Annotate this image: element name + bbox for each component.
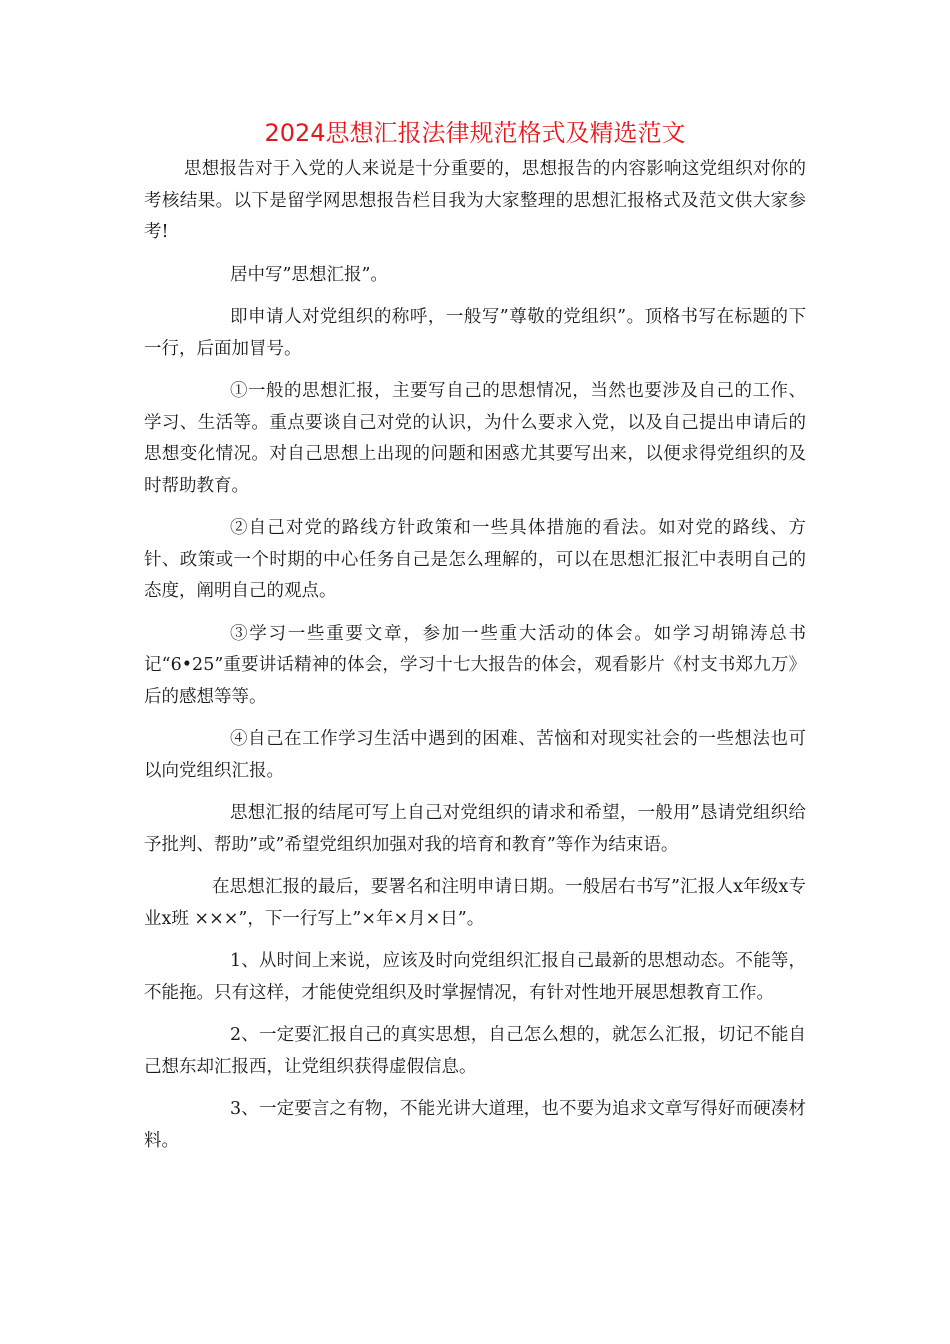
- paragraph-note-1: 1、从时间上来说，应该及时向党组织汇报自己最新的思想动态。不能等，不能拖。只有这样，才能使党组织及时掌握情况，有针对性地开展思想教育工作。: [144, 951, 806, 1003]
- paragraph-intro: 思想报告对于入党的人来说是十分重要的，思想报告的内容影响这党组织对你的考核结果。以下是留学网思想报告栏目我为大家整理的思想汇报格式及范文供大家参考!: [144, 159, 806, 242]
- paragraph-note-2: 2、一定要汇报自己的真实思想，自己怎么想的，就怎么汇报，切记不能自己想东却汇报西，让党组织获得虚假信息。: [144, 1025, 806, 1077]
- paragraph-item-4: ④自己在工作学习生活中遇到的困难、苦恼和对现实社会的一些想法也可以向党组织汇报。: [144, 729, 806, 781]
- paragraph-item-2: ②自己对党的路线方针政策和一些具体措施的看法。如对党的路线、方针、政策或一个时期的中心任务自己是怎么理解的，可以在思想汇报汇中表明自己的态度，阐明自己的观点。: [144, 518, 806, 601]
- document-body: [144, 154, 806, 1157]
- paragraph-salutation: 即申请人对党组织的称呼，一般写”尊敬的党组织”。顶格书写在标题的下一行，后面加冒号。: [144, 307, 806, 359]
- paragraph-item-1: ①一般的思想汇报，主要写自己的思想情况，当然也要涉及自己的工作、学习、生活等。重点要谈自己对党的认识，为什么要求入党，以及自己提出申请后的思想变化情况。对自己思想上出现的问题和困惑尤其要写出来，以便求得党组织的及时帮助教育。: [144, 381, 806, 496]
- paragraph-item-3: ③学习一些重要文章，参加一些重大活动的体会。如学习胡锦涛总书记“6•25”重要讲话精神的体会，学习十七大报告的体会，观看影片《村支书郑九万》后的感想等等。: [144, 623, 806, 707]
- paragraph-note-3: 3、一定要言之有物，不能光讲大道理，也不要为追求文章写得好而硬凑材料。: [144, 1099, 806, 1151]
- paragraph-title-format: 居中写”思想汇报”。: [230, 264, 388, 285]
- paragraph-ending: 思想汇报的结尾可写上自己对党组织的请求和希望，一般用”恳请党组织给予批判、帮助”或”希望党组织加强对我的培育和教育”等作为结束语。: [144, 803, 806, 855]
- paragraph-signature: 在思想汇报的最后，要署名和注明申请日期。一般居右书写”汇报人x年级x专业x班 ×××”，下一行写上”×年×月×日”。: [144, 877, 806, 929]
- document-title: 2024思想汇报法律规范格式及精选范文: [264, 119, 686, 147]
